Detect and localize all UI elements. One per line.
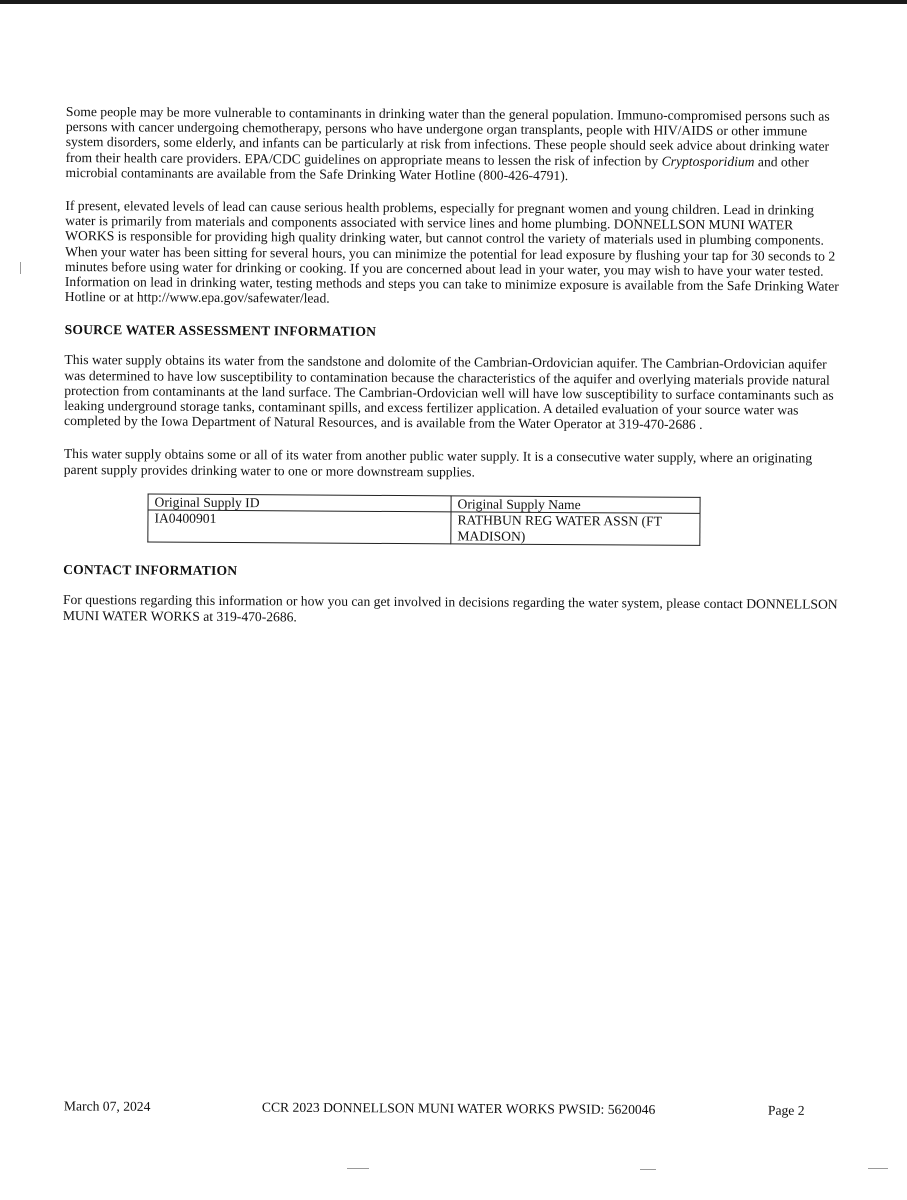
supply-id-cell: IA0400901: [148, 510, 451, 544]
header-supply-id: Original Supply ID: [148, 494, 451, 512]
contact-heading: CONTACT INFORMATION: [63, 562, 238, 579]
source-water-heading: SOURCE WATER ASSESSMENT INFORMATION: [64, 322, 377, 340]
consecutive-supply-paragraph: This water supply obtains some or all of its water from another public water supply. It is a consecutive water supply, where an originating parent supply provides drinking water to one or more downstream supplies.: [63, 446, 813, 480]
footer-report-id: CCR 2023 DONNELLSON MUNI WATER WORKS PWSID: 5620046: [261, 1099, 656, 1118]
source-assessment-paragraph: This water supply obtains its water from the sandstone and dolomite of the Cambrian-Ordovician aquifer. The Cambrian-Ordovician aquifer was determined to have low susceptibility to contamination because the characteristics of the aquifer and overlying materials provide natural protection from contaminants at the land surface. The Cambrian-Ordovician well will have low susceptibility to surface contaminants such as leaking underground storage tanks, contaminant spills, and excess fertilizer application. A detailed evaluation of your source water was completed by the Iowa Department of Natural Resources, and is available from the Water Operator at 319-470-2686 .: [64, 352, 834, 433]
contact-paragraph: For questions regarding this information or how you can get involved in decisions regarding the water system, please contact DONNELLSON MUNI WATER WORKS at 319-470-2686.: [62, 592, 838, 624]
document-body: [63, 104, 844, 628]
original-supply-table: [147, 493, 700, 546]
scan-edge: [0, 0, 907, 4]
vulnerable-text-end: and other microbial contaminants are available from the Safe Drinking Water Hotline (800-426-4791).: [65, 153, 809, 183]
page-footer: [0, 1098, 907, 1118]
vulnerable-populations-paragraph: [66, 104, 844, 185]
scan-speck: [640, 1169, 656, 1170]
vulnerable-text-start: Some people may be more vulnerable to contaminants in drinking water than the general population. Immuno-compromised persons such as persons with cancer undergoing chemotherapy, persons who have undergone organ transplants, people with HIV/AIDS or other immune system disorders, some elderly, and infants can be particularly at risk from infections. These people should seek advice about drinking water from their health care providers. EPA/CDC guidelines on appropriate means to lessen the risk of infection by: [65, 104, 830, 169]
scan-speck: [868, 1168, 888, 1169]
scan-speck: [20, 262, 21, 274]
cryptosporidium-term: Cryptosporidium: [661, 153, 755, 169]
table-row: [148, 510, 700, 545]
lead-paragraph: If present, elevated levels of lead can cause serious health problems, especially for pregnant women and young children. Lead in drinking water is primarily from materials and components associated with service lines and home plumbing. DONNELLSON MUNI WATER WORKS is responsible for providing high quality drinking water, but cannot control the variety of materials used in plumbing components. When your water has been sitting for several hours, you can minimize the potential for lead exposure by flushing your tap for 30 seconds to 2 minutes before using water for drinking or cooking. If you are concerned about lead in your water, you may wish to have your water tested. Information on lead in drinking water, testing methods and steps you can take to minimize exposure is available from the Safe Drinking Water Hotline or at http://www.epa.gov/safewater/lead.: [64, 198, 839, 306]
header-supply-name: Original Supply Name: [451, 496, 700, 514]
footer-page-number: Page 2: [767, 1102, 805, 1118]
scan-speck: [347, 1168, 369, 1169]
footer-date: March 07, 2024: [63, 1098, 151, 1114]
supply-name-cell: RATHBUN REG WATER ASSN (FT MADISON): [451, 512, 700, 546]
